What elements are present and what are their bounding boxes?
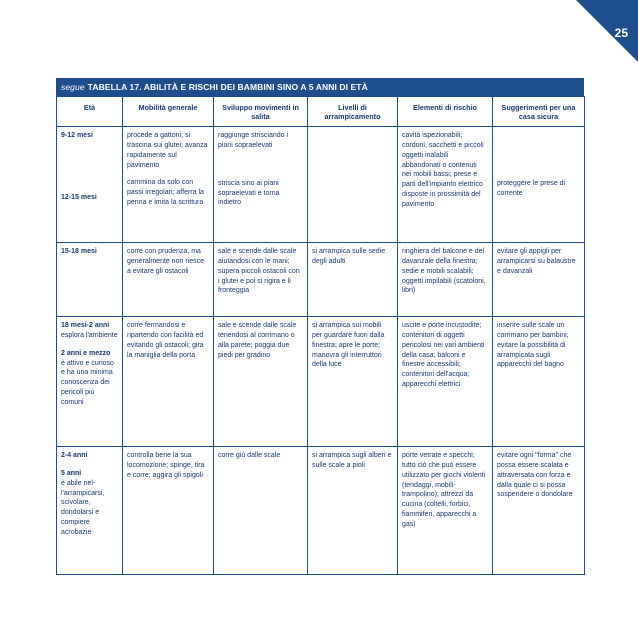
table-row — [57, 446, 585, 574]
table-title: TABELLA 17. ABILITÀ E RISCHI DEI BAMBINI SINO A 5 ANNI DI ETÀ — [87, 82, 368, 92]
header-mobility: Mobilità generale — [123, 97, 214, 127]
age-label: 15-18 mesi — [61, 247, 97, 255]
mobility-cell — [123, 126, 214, 242]
table-row — [57, 126, 585, 242]
safety-tips-cell: evitare ogni "forma" che possa essere scalata e attraversata con forza e dalla quale ci si possa sospendere o dondolare — [493, 446, 585, 574]
age-description: è attivo e curioso e ha una minima conoscenza dei pericoli più comuni — [61, 359, 114, 407]
table-row — [57, 242, 585, 316]
climbing-development-cell: sale e scende dalle scale aiutandosi con le mani; supera piccoli ostacoli con i glutei e poi si rigira e li fronteggia — [214, 242, 308, 316]
table-title-bar — [56, 78, 584, 96]
risk-elements-cell: ringhiera del balcone e del davanzale della finestra; sedie e mobili scalabili; oggetti impilabili (scatoloni, libri) — [398, 242, 493, 316]
age-description: esplora l'ambiente — [61, 331, 118, 339]
age-label: 5 anni — [61, 469, 82, 477]
climbing-levels-cell: si arrampica sulle sedie degli adulti — [308, 242, 398, 316]
climbing-levels-cell: si arrampica sui mobili per guardare fuori dalla finestra; apre le porte; manovra gli interruttori della luce — [308, 316, 398, 446]
header-climbing-levels: Livelli di arrampicamento — [308, 97, 398, 127]
mobility-text: procede a gattoni; si trascina sui glutei; avanza rapidamente sul pavimento — [127, 131, 208, 169]
mobility-cell: corre fermandosi e ripartendo con facilità ed evitando gli ostacoli; gira la maniglia della porta — [123, 316, 214, 446]
age-label: 12-15 mesi — [61, 193, 97, 201]
risk-table — [56, 96, 585, 575]
age-label: 9-12 mesi — [61, 131, 93, 139]
age-cell — [57, 446, 123, 574]
climbing-development-cell: sale e scende dalle scale tenendosi al corrimano o alla parete; poggia due piedi per gradino — [214, 316, 308, 446]
table-container — [56, 78, 584, 575]
header-risk-elements: Elementi di rischio — [398, 97, 493, 127]
risk-elements-cell: porte vetrate e specchi; tutto ciò che può essere utilizzato per giochi violenti (tendaggi, mobili-trampolino); attrezzi da cucina (coltelli, forbici, fiammiferi, apparecchi a gas) — [398, 446, 493, 574]
safety-tips-cell: inserire sulle scale un corrimano per bambini; evitare la possibilità di arrampicata sugli apparecchi del bagno — [493, 316, 585, 446]
risk-elements-cell: uscite e porte incustodite; contenitori di oggetti pericolosi nei vari ambienti della casa; balconi e finestre accessibili; contenitori dell'acqua; apparecchi elettrici — [398, 316, 493, 446]
age-cell — [57, 126, 123, 242]
climbing-development-cell: corre giù dalle scale — [214, 446, 308, 574]
mobility-cell: corre con prudenza, ma generalmente non riesce a evitare gli ostacoli — [123, 242, 214, 316]
header-climbing-development: Sviluppo movimenti in salita — [214, 97, 308, 127]
climbing-levels-cell: si arrampica sugli alberi e sulle scale a pioli — [308, 446, 398, 574]
age-cell — [57, 316, 123, 446]
age-label: 2-4 anni — [61, 451, 88, 459]
risk-elements-cell: cavità ispezionabili; cordoni, sacchetti e piccoli oggetti inalabili abbandonati o contenuti nei mobili bassi; prese e parti dell'impianto elettrico disposte in prossimità del pavimento — [398, 126, 493, 242]
page-number: 25 — [614, 26, 628, 40]
table-header-row — [57, 97, 585, 127]
mobility-text: cammina da solo con passi irregolari; afferra la penna e imita la scrittura — [127, 179, 204, 207]
climbing-development-text: raggiunge strisciando i piani sopraelevati — [218, 131, 289, 149]
header-safety-tips: Suggerimenti per una casa sicura — [493, 97, 585, 127]
safety-tips-cell: evitare gli appigli per arrampicarsi su balaustre e davanzali — [493, 242, 585, 316]
climbing-levels-cell — [308, 126, 398, 242]
age-label: 18 mesi-2 anni — [61, 321, 110, 329]
table-title-prefix: segue — [61, 82, 85, 92]
safety-tips-text: proteggere le prese di corrente — [497, 179, 566, 197]
age-label: 2 anni e mezzo — [61, 349, 111, 357]
age-description: è abile nel-l'arrampicarsi, scivolare, dondolarsi e compiere acrobazie — [61, 479, 105, 537]
age-cell — [57, 242, 123, 316]
climbing-development-text: striscia sino ai piani sopraelevati e torna indietro — [218, 179, 280, 207]
page-corner-tab — [576, 0, 638, 62]
safety-tips-cell — [493, 126, 585, 242]
climbing-development-cell — [214, 126, 308, 242]
table-row — [57, 316, 585, 446]
header-age: Età — [57, 97, 123, 127]
mobility-cell: controlla bene la sua locomozione; spinge, tira e corre; aggira gli spigoli — [123, 446, 214, 574]
